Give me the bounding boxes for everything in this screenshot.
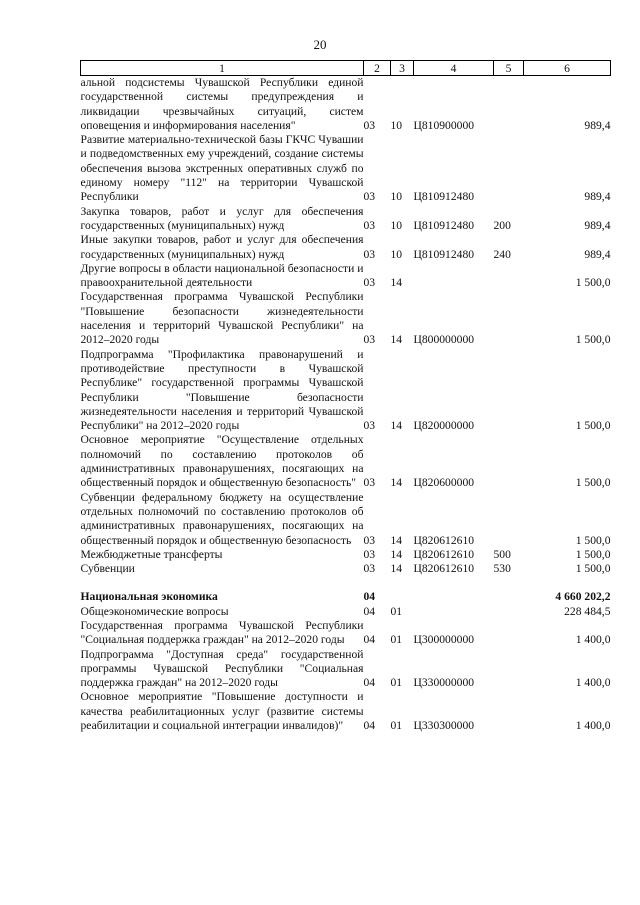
amount-cell: 989,4 <box>584 190 611 204</box>
row-name-cell: Другие вопросы в области национальной безопасности и правоохранительной деятельности <box>80 261 364 290</box>
row-name-cell: Общеэкономические вопросы <box>80 604 229 618</box>
table-row <box>81 262 611 291</box>
subsection-code-cell: 14 <box>390 333 403 347</box>
subsection-code-cell: 10 <box>390 218 403 232</box>
spacer-row <box>81 576 611 590</box>
section-code-cell: 03 <box>363 476 376 490</box>
table-row <box>81 348 611 434</box>
target-article-cell: Ц820612610 <box>413 547 475 561</box>
row-name-cell: Национальная экономика <box>80 590 218 604</box>
amount-cell: 1 400,0 <box>575 633 611 647</box>
subsection-code-cell: 10 <box>390 247 403 261</box>
column-header-6: 6 <box>524 61 611 76</box>
row-name-cell: Основное мероприятие "Повышение доступности и качества реабилитационных услуг (развитие системы реабилитации и социальной интеграции инвалидов)" <box>80 690 364 733</box>
row-name-cell: Подпрограмма "Доступная среда" государственной программы Чувашской Республики "Социальная поддержка граждан" на 2012–2020 годы <box>80 647 364 690</box>
column-header-4: 4 <box>414 61 494 76</box>
amount-cell: 989,4 <box>584 118 611 132</box>
table-row <box>81 233 611 262</box>
amount-cell: 1 500,0 <box>575 333 611 347</box>
target-article-cell: Ц820000000 <box>413 419 475 433</box>
table-row <box>81 290 611 347</box>
table-row <box>81 548 611 562</box>
subsection-code-cell <box>391 590 414 604</box>
expense-type-cell: 530 <box>493 562 511 576</box>
table-row <box>81 133 611 204</box>
section-code-cell: 03 <box>363 118 376 132</box>
target-article-cell: Ц800000000 <box>413 333 475 347</box>
section-code-cell: 03 <box>363 533 376 547</box>
expense-type-cell <box>494 348 524 434</box>
section-code-cell: 03 <box>363 218 376 232</box>
target-article-cell: Ц330300000 <box>413 719 475 733</box>
amount-cell: 1 500,0 <box>575 276 611 290</box>
section-code-cell: 04 <box>363 604 376 618</box>
spacer-cell <box>81 576 611 590</box>
amount-cell: 4 660 202,2 <box>555 590 611 604</box>
expense-type-cell <box>494 433 524 490</box>
expense-type-cell: 500 <box>493 547 511 561</box>
target-article-cell: Ц810912480 <box>413 190 475 204</box>
target-article-cell: Ц810912480 <box>413 247 475 261</box>
expense-type-cell <box>494 133 524 204</box>
subsection-code-cell: 14 <box>390 533 403 547</box>
subsection-code-cell: 14 <box>390 276 403 290</box>
table-row <box>81 605 611 619</box>
amount-cell: 1 500,0 <box>575 547 611 561</box>
row-name-cell: Основное мероприятие "Осуществление отдельных полномочий по составлению протоколов об административных правонарушениях, посягающих на общественный порядок и общественную безопасность" <box>80 433 364 490</box>
section-code-cell: 03 <box>363 247 376 261</box>
section-code-cell: 04 <box>363 633 376 647</box>
table-row <box>81 619 611 648</box>
column-header-2: 2 <box>364 61 391 76</box>
table-row <box>81 491 611 548</box>
column-header-3: 3 <box>391 61 414 76</box>
amount-cell: 1 500,0 <box>575 562 611 576</box>
target-article-cell: Ц820612610 <box>413 562 475 576</box>
subsection-code-cell: 10 <box>390 190 403 204</box>
expense-type-cell <box>494 619 524 648</box>
table-row <box>81 590 611 604</box>
amount-cell: 1 400,0 <box>575 719 611 733</box>
expense-type-cell <box>494 491 524 548</box>
subsection-code-cell: 10 <box>390 118 403 132</box>
row-name-cell: Субвенции федеральному бюджету на осуществление отдельных полномочий по составлению протоколов об административных правонарушениях, посягающих на общественный порядок и общественную безопасность <box>80 490 364 547</box>
section-code-cell: 04 <box>363 676 376 690</box>
expense-type-cell <box>494 605 524 619</box>
amount-cell: 1 400,0 <box>575 676 611 690</box>
table-header-row <box>81 61 611 76</box>
row-name-cell: альной подсистемы Чувашской Республики единой государственной системы предупреждения и ликвидации чрезвычайных ситуаций, систем оповещения и информирования населения" <box>80 76 364 132</box>
table-row <box>81 205 611 234</box>
target-article-cell <box>414 605 494 619</box>
expense-type-cell: 240 <box>493 247 511 261</box>
row-name-cell: Подпрограмма "Профилактика правонарушений и противодействие преступности в Чувашской Республике" государственной программы Чувашской Республики "Повышение безопасности жизнедеятельности населения и территорий Чувашской Республики" на 2012–2020 годы <box>80 347 364 433</box>
expense-type-cell <box>494 648 524 691</box>
subsection-code-cell: 01 <box>390 633 403 647</box>
row-name-cell: Государственная программа Чувашской Республики "Социальная поддержка граждан" на 2012–2020 годы <box>80 618 364 647</box>
target-article-cell: Ц820600000 <box>413 476 475 490</box>
table-row <box>81 433 611 490</box>
section-code-cell: 03 <box>363 190 376 204</box>
row-name-cell: Развитие материально-технической базы ГКЧС Чувашии и подведомственных ему учреждений, создание системы обеспечения вызова экстренных оперативных служб по единому номеру "112" на территории Чувашской Республики <box>80 133 364 204</box>
subsection-code-cell: 01 <box>390 676 403 690</box>
subsection-code-cell: 01 <box>390 719 403 733</box>
target-article-cell: Ц330000000 <box>413 676 475 690</box>
table-body <box>81 76 611 734</box>
amount-cell: 989,4 <box>584 218 611 232</box>
expense-type-cell <box>494 262 524 291</box>
row-name-cell: Государственная программа Чувашской Республики "Повышение безопасности жизнедеятельности населения и территорий Чувашской Республики" на 2012–2020 годы <box>80 290 364 347</box>
row-name-cell: Иные закупки товаров, работ и услуг для обеспечения государственных (муниципальных) нужд <box>80 233 364 261</box>
expense-type-cell <box>494 690 524 733</box>
section-code-cell: 04 <box>363 719 376 733</box>
expense-type-cell: 200 <box>493 218 511 232</box>
target-article-cell <box>414 262 494 291</box>
amount-cell: 228 484,5 <box>564 604 611 618</box>
amount-cell: 989,4 <box>584 247 611 261</box>
subsection-code-cell: 14 <box>390 419 403 433</box>
section-code-cell: 03 <box>363 547 376 561</box>
target-article-cell: Ц820612610 <box>413 533 475 547</box>
amount-cell: 1 500,0 <box>575 533 611 547</box>
subsection-code-cell: 14 <box>390 562 403 576</box>
section-code-cell: 04 <box>363 590 376 604</box>
expense-type-cell <box>494 290 524 347</box>
target-article-cell: Ц300000000 <box>413 633 475 647</box>
section-code-cell: 03 <box>363 333 376 347</box>
table-row <box>81 562 611 576</box>
subsection-code-cell: 01 <box>390 604 403 618</box>
amount-cell: 1 500,0 <box>575 419 611 433</box>
row-name-cell: Межбюджетные трансферты <box>80 547 223 561</box>
column-header-1: 1 <box>81 61 364 76</box>
section-code-cell: 03 <box>363 562 376 576</box>
page-number: 20 <box>313 37 327 52</box>
target-article-cell: Ц810900000 <box>413 118 475 132</box>
expense-type-cell <box>494 590 524 604</box>
subsection-code-cell: 14 <box>390 547 403 561</box>
column-header-5: 5 <box>494 61 524 76</box>
row-name-cell: Субвенции <box>80 562 135 576</box>
section-code-cell: 03 <box>363 419 376 433</box>
expense-type-cell <box>494 76 524 134</box>
row-name-cell: Закупка товаров, работ и услуг для обеспечения государственных (муниципальных) нужд <box>80 204 364 232</box>
budget-table <box>80 60 611 733</box>
section-code-cell: 03 <box>363 276 376 290</box>
table-row <box>81 648 611 691</box>
amount-cell: 1 500,0 <box>575 476 611 490</box>
table-row <box>81 690 611 733</box>
subsection-code-cell: 14 <box>390 476 403 490</box>
target-article-cell <box>414 590 494 604</box>
table-row <box>81 76 611 134</box>
target-article-cell: Ц810912480 <box>413 218 475 232</box>
